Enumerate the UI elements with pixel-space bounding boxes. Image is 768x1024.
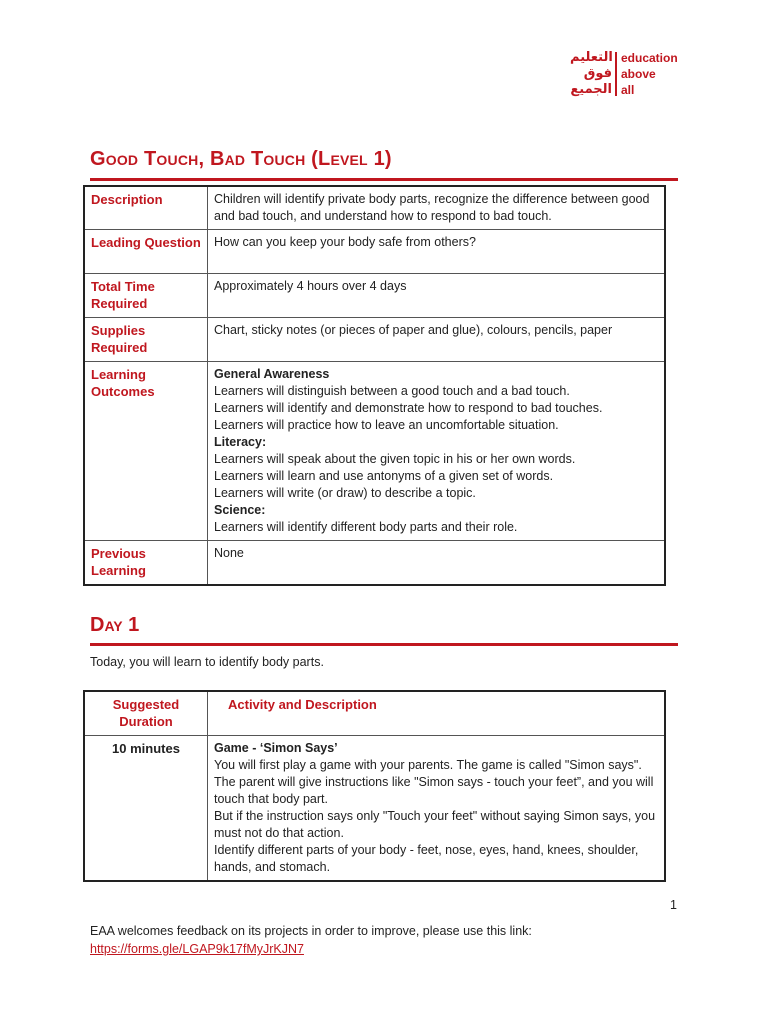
learning-outcomes-value [208, 362, 666, 541]
outcome-item: Learners will speak about the given topic in his or her own words. [214, 452, 576, 466]
leading-question-label: Leading Question [84, 230, 208, 274]
activity-header: Activity and Description [208, 691, 666, 736]
activity-table [83, 690, 666, 882]
day-rule [90, 643, 678, 646]
logo-english: education above all [621, 51, 678, 97]
description-label: Description [84, 186, 208, 230]
activity-name: Game - ‘Simon Says’ [214, 741, 338, 755]
activity-duration: 10 minutes [84, 736, 208, 882]
literacy-heading: Literacy: [214, 435, 267, 449]
outcome-item: Learners will write (or draw) to describe a topic. [214, 486, 476, 500]
supplies-label: Supplies Required [84, 318, 208, 362]
activity-description [208, 736, 666, 882]
activity-line: You will first play a game with your parents. The game is called "Simon says". [214, 758, 642, 772]
title-rule [90, 178, 678, 181]
logo-divider [615, 52, 617, 96]
table-row [84, 736, 665, 882]
feedback-footer [90, 922, 532, 958]
activity-line: Identify different parts of your body - feet, nose, eyes, hand, knees, shoulder, hands, and stomach. [214, 843, 639, 874]
outcome-item: Learners will learn and use antonyms of a given set of words. [214, 469, 554, 483]
table-row [84, 362, 665, 541]
feedback-text: EAA welcomes feedback on its projects in order to improve, please use this link: [90, 924, 532, 938]
previous-learning-label: Previous Learning [84, 541, 208, 586]
table-row [84, 274, 665, 318]
supplies-value: Chart, sticky notes (or pieces of paper and glue), colours, pencils, paper [208, 318, 666, 362]
outcome-item: Learners will practice how to leave an uncomfortable situation. [214, 418, 559, 432]
table-row [84, 186, 665, 230]
total-time-label: Total Time Required [84, 274, 208, 318]
duration-header: Suggested Duration [84, 691, 208, 736]
day-intro: Today, you will learn to identify body parts. [90, 655, 324, 669]
outcome-item: Learners will identify different body parts and their role. [214, 520, 518, 534]
total-time-value: Approximately 4 hours over 4 days [208, 274, 666, 318]
description-value: Children will identify private body parts, recognize the difference between good and bad touch, and understand how to respond to bad touch. [208, 186, 666, 230]
activity-line: But if the instruction says only "Touch your feet" without saying Simon says, you must not do that action. [214, 809, 656, 840]
page-number: 1 [670, 898, 677, 912]
table-row [84, 230, 665, 274]
day-title: Day 1 [90, 614, 140, 636]
feedback-link[interactable]: https://forms.gle/LGAP9k17fMyJrKJN7 [90, 942, 304, 956]
previous-learning-value: None [208, 541, 666, 586]
table-row [84, 541, 665, 586]
outcome-item: Learners will identify and demonstrate how to respond to bad touches. [214, 401, 603, 415]
overview-table [83, 185, 666, 586]
outcome-item: Learners will distinguish between a good touch and a bad touch. [214, 384, 570, 398]
page-title: Good Touch, Bad Touch (Level 1) [90, 148, 392, 170]
general-awareness-heading: General Awareness [214, 367, 330, 381]
logo-arabic: التعليم فوق الجميع [570, 50, 613, 97]
science-heading: Science: [214, 503, 266, 517]
table-row [84, 318, 665, 362]
activity-line: The parent will give instructions like "Simon says - touch your feet”, and you will touch that body part. [214, 775, 654, 806]
table-header-row [84, 691, 665, 736]
learning-outcomes-label: Learning Outcomes [84, 362, 208, 541]
leading-question-value: How can you keep your body safe from others? [208, 230, 666, 274]
